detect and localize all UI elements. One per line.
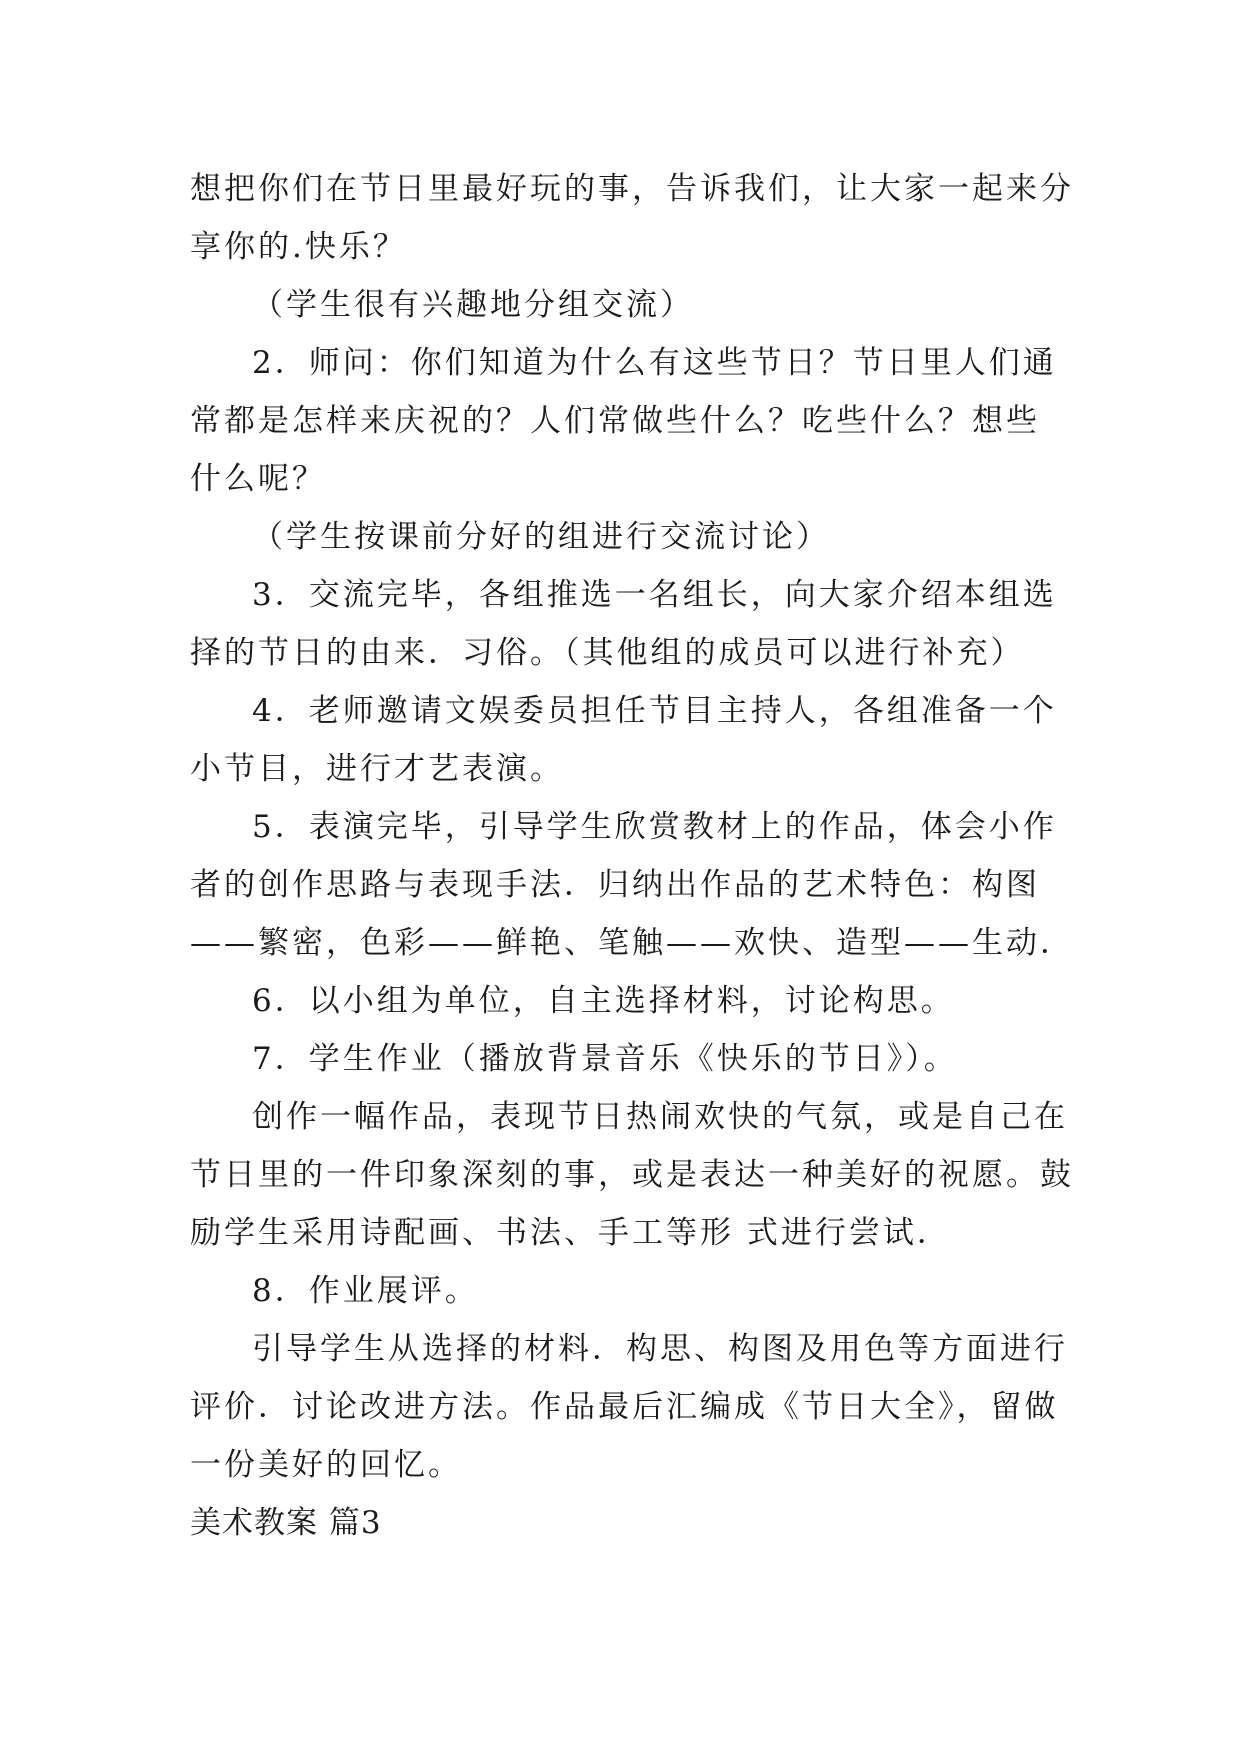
section-heading: 美术教案 篇3	[190, 1505, 382, 1541]
text-line-9: 择的节日的由来．习俗。（其他组的成员可以进行补充）	[190, 635, 1025, 671]
document-page	[190, 160, 1074, 1552]
text-line-13: 者的创作思路与表现手法．归纳出作品的艺术特色：构图	[190, 867, 1040, 903]
text-line-7: （学生按课前分好的组进行交流讨论）	[252, 519, 830, 555]
text-line-11: 小节目，进行才艺表演。	[190, 751, 564, 787]
text-line-17: 创作一幅作品，表现节日热闹欢快的气氛，或是自己在	[252, 1099, 1068, 1135]
text-line-23: 一份美好的回忆。	[190, 1447, 462, 1483]
text-line-19: 励学生采用诗配画、书法、手工等形 式进行尝试．	[190, 1215, 951, 1251]
text-line-15: 6．以小组为单位，自主选择材料，讨论构思。	[252, 983, 955, 1019]
text-line-18: 节日里的一件印象深刻的事，或是表达一种美好的祝愿。鼓	[190, 1157, 1074, 1193]
text-line-4: 2．师问：你们知道为什么有这些节日？节日里人们通	[252, 345, 1057, 381]
text-line-5: 常都是怎样来庆祝的？人们常做些什么？吃些什么？想些	[190, 403, 1040, 439]
text-line-8: 3．交流完毕，各组推选一名组长，向大家介绍本组选	[252, 577, 1057, 613]
text-line-10: 4．老师邀请文娱委员担任节目主持人，各组准备一个	[252, 693, 1057, 729]
text-line-2: 享你的.快乐？	[190, 229, 407, 265]
text-line-20: 8．作业展评。	[252, 1273, 479, 1309]
text-line-1: 想把你们在节日里最好玩的事，告诉我们，让大家一起来分	[190, 171, 1074, 207]
text-line-12: 5．表演完毕，引导学生欣赏教材上的作品，体会小作	[252, 809, 1057, 845]
text-line-22: 评价．讨论改进方法。作品最后汇编成《节日大全》，留做	[190, 1389, 1059, 1425]
text-line-3: （学生很有兴趣地分组交流）	[252, 287, 694, 323]
text-line-6: 什么呢？	[190, 461, 326, 497]
text-line-21: 引导学生从选择的材料．构思、构图及用色等方面进行	[252, 1331, 1068, 1367]
text-line-16: 7．学生作业（播放背景音乐《快乐的节日》）。	[252, 1041, 958, 1077]
text-line-14: ——繁密，色彩——鲜艳、笔触——欢快、造型——生动．	[190, 925, 1074, 961]
